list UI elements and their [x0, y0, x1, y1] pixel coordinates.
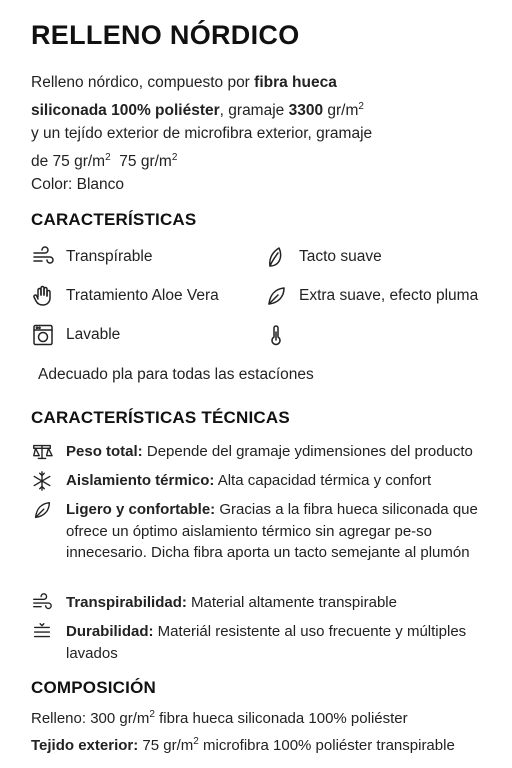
composition-heading: COMPOSICIÓN [31, 678, 156, 697]
hand-icon [31, 284, 55, 308]
description-line-4: de 75 $gr/m^2$ 75 $gr/m^2$ [31, 151, 178, 170]
thermometer-icon [264, 323, 288, 347]
composition-tejido: Tejido exterior: 75 $gr/m^2$ microfibra 100% poliéster transpirable [31, 736, 455, 754]
features-heading: CARACTERÍSTICAS [31, 210, 197, 229]
tech-item-peso: Peso total: Depende del gramaje ydimensiones del producto [31, 441, 501, 470]
layers-icon [31, 621, 55, 664]
technical-heading: CARACTERÍSTICAS TÉCNICAS [31, 408, 290, 427]
wind-icon [31, 245, 55, 269]
leaf-icon [264, 245, 288, 269]
feature-transpirable: Transpírable [31, 245, 152, 269]
scale-icon [31, 441, 55, 470]
product-description [31, 71, 501, 197]
color-line: Color: Blanco [31, 176, 125, 194]
washing-machine-icon [31, 323, 55, 347]
snowflake-icon [31, 470, 55, 499]
feather-icon [264, 284, 288, 308]
tech-item-transpirabilidad: Transpirabilidad: Material altamente transpirable [31, 592, 501, 621]
leaf-icon [31, 499, 55, 564]
feature-extra-suave: Extra suave, efecto pluma [264, 284, 478, 308]
wind-icon [31, 592, 55, 621]
description-line-2: siliconada 100% poliéster, gramaje 3300 $gr/m^2$ [31, 100, 364, 119]
page-title: RELLENO NÓRDICO [31, 20, 300, 50]
composition-relleno: Relleno: 300 $gr/m^2$ fibra hueca siliconada 100% poliéster [31, 709, 408, 727]
seasons-note: Adecuado pla para todas las estacíones [38, 366, 314, 383]
tech-item-ligero: Ligero y confortable: Gracias a la fibra hueca siliconada que ofrece un óptimo aislamiento térmico sin agregar pe-so innecesario. Dicha fibra aporta un tacto semejante al plumón [31, 499, 496, 564]
feature-thermometer [264, 323, 299, 347]
tech-item-aislamiento: Aislamiento térmico: Alta capacidad térmica y confort [31, 470, 501, 499]
feature-lavable: Lavable [31, 323, 120, 347]
description-line-1: Relleno nórdico, compuesto por fibra hueca [31, 74, 337, 91]
feature-aloe-vera: Tratamiento Aloe Vera [31, 284, 219, 308]
description-line-3: y un tejído exterior de microfibra exterior, gramaje [31, 125, 373, 143]
feature-tacto-suave: Tacto suave [264, 245, 382, 269]
tech-item-durabilidad: Durabilidad: Materiál resistente al uso frecuente y múltiples lavados [31, 621, 471, 664]
